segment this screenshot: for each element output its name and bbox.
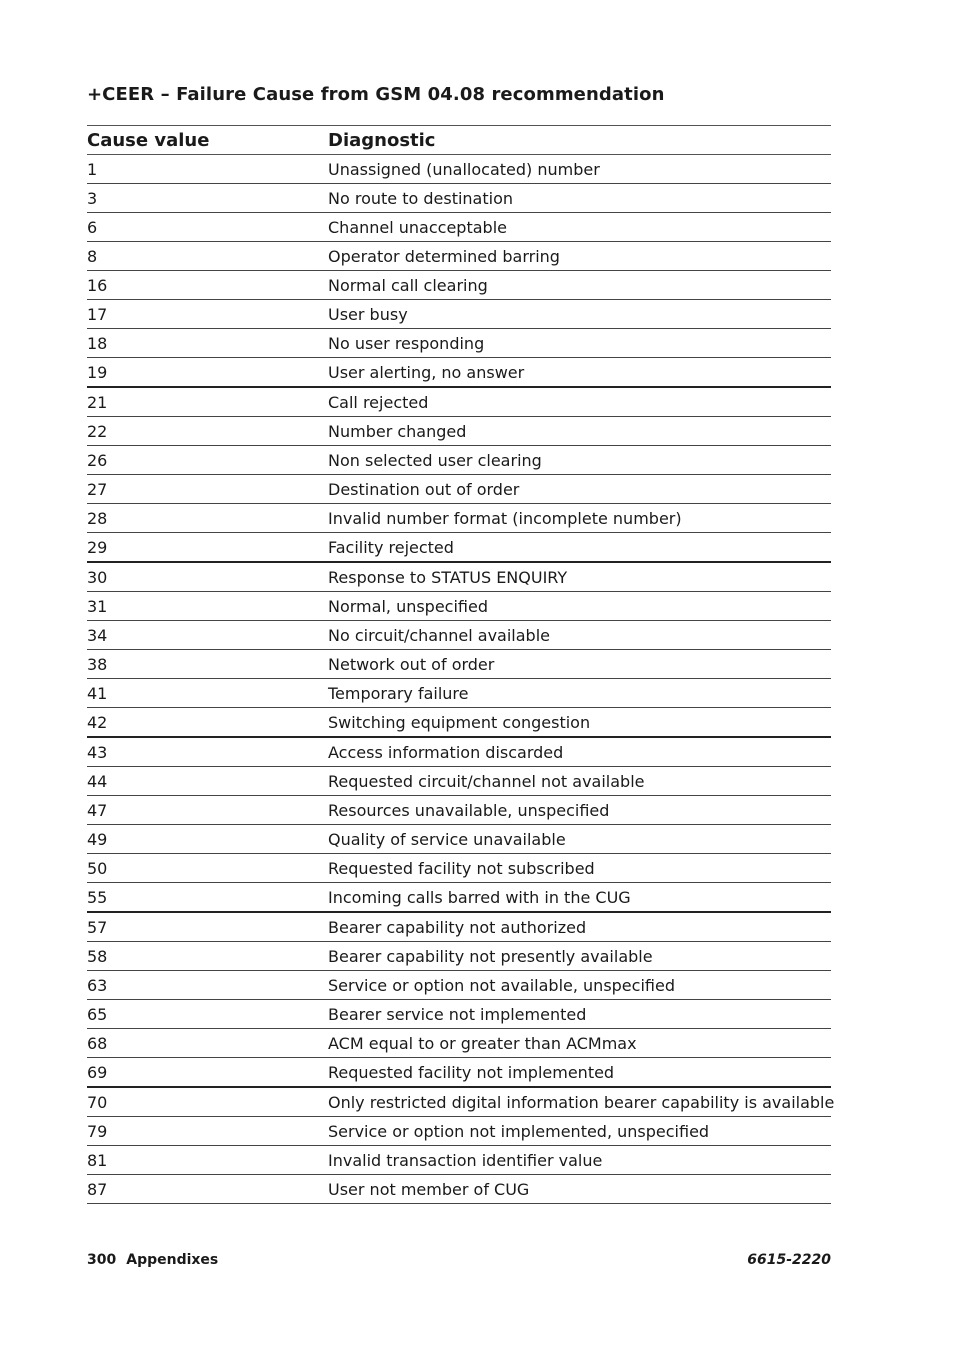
table-row [87, 358, 831, 388]
cause-table [87, 125, 835, 1204]
diagnostic-cell: Invalid number format (incomplete number) [328, 504, 831, 533]
table-row [87, 737, 831, 767]
table-body [87, 155, 835, 1204]
section-name: Appendixes [126, 1252, 219, 1268]
cause-value-cell: 41 [87, 679, 328, 708]
table-row [87, 155, 831, 184]
cause-value-cell: 30 [87, 562, 328, 592]
table-row [87, 621, 831, 650]
table-row [87, 271, 831, 300]
table-row [87, 971, 831, 1000]
diagnostic-cell: Service or option not implemented, unspecified [328, 1117, 831, 1146]
diagnostic-cell: Quality of service unavailable [328, 825, 831, 854]
diagnostic-cell: No user responding [328, 329, 831, 358]
table-row [87, 1000, 831, 1029]
cause-value-cell: 69 [87, 1058, 328, 1088]
table-row [87, 825, 831, 854]
cause-value-cell: 57 [87, 912, 328, 942]
diagnostic-cell: Requested circuit/channel not available [328, 767, 831, 796]
cause-value-cell: 43 [87, 737, 328, 767]
cause-value-cell: 8 [87, 242, 328, 271]
cause-value-cell: 31 [87, 592, 328, 621]
column-header-cause-value: Cause value [87, 126, 328, 155]
cause-value-cell: 29 [87, 533, 328, 563]
cause-value-cell: 21 [87, 387, 328, 417]
table-row [87, 533, 831, 563]
cause-value-cell: 49 [87, 825, 328, 854]
cause-value-cell: 34 [87, 621, 328, 650]
diagnostic-cell: Call rejected [328, 387, 831, 417]
diagnostic-cell: Network out of order [328, 650, 831, 679]
diagnostic-cell: User not member of CUG [328, 1175, 831, 1204]
diagnostic-cell: Invalid transaction identifier value [328, 1146, 831, 1175]
cause-value-cell: 18 [87, 329, 328, 358]
diagnostic-cell: Bearer capability not presently available [328, 942, 831, 971]
diagnostic-cell: Channel unacceptable [328, 213, 831, 242]
cause-value-cell: 63 [87, 971, 328, 1000]
cause-value-cell: 28 [87, 504, 328, 533]
diagnostic-cell: Operator determined barring [328, 242, 831, 271]
table-row [87, 592, 831, 621]
diagnostic-cell: Number changed [328, 417, 831, 446]
table-row [87, 1029, 831, 1058]
table-row [87, 1146, 831, 1175]
diagnostic-cell: No circuit/channel available [328, 621, 831, 650]
table-row [87, 184, 831, 213]
cause-value-cell: 50 [87, 854, 328, 883]
table-row [87, 242, 831, 271]
cause-value-cell: 70 [87, 1087, 328, 1117]
footer-left [87, 1252, 218, 1268]
table-row [87, 708, 831, 738]
cause-value-cell: 6 [87, 213, 328, 242]
table-row [87, 213, 831, 242]
table-row [87, 417, 831, 446]
diagnostic-cell: Service or option not available, unspecified [328, 971, 831, 1000]
cause-value-cell: 22 [87, 417, 328, 446]
diagnostic-cell: Normal call clearing [328, 271, 831, 300]
column-header-diagnostic: Diagnostic [328, 126, 831, 155]
diagnostic-cell: Unassigned (unallocated) number [328, 155, 831, 184]
diagnostic-cell: Facility rejected [328, 533, 831, 563]
cause-value-cell: 19 [87, 358, 328, 388]
table-row [87, 446, 831, 475]
cause-value-cell: 17 [87, 300, 328, 329]
table-row [87, 767, 831, 796]
cause-value-cell: 79 [87, 1117, 328, 1146]
cause-value-cell: 58 [87, 942, 328, 971]
table-row [87, 1087, 831, 1117]
diagnostic-cell: Switching equipment congestion [328, 708, 831, 738]
page-number: 300 [87, 1252, 117, 1268]
table-row [87, 912, 831, 942]
cause-value-cell: 42 [87, 708, 328, 738]
cause-value-cell: 47 [87, 796, 328, 825]
cause-value-cell: 16 [87, 271, 328, 300]
diagnostic-cell: Bearer service not implemented [328, 1000, 831, 1029]
table-row [87, 387, 831, 417]
cause-value-cell: 27 [87, 475, 328, 504]
table-row [87, 1175, 831, 1204]
diagnostic-cell: Destination out of order [328, 475, 831, 504]
table-row [87, 504, 831, 533]
diagnostic-cell: Requested facility not implemented [328, 1058, 831, 1088]
cause-value-cell: 55 [87, 883, 328, 913]
cause-value-cell: 1 [87, 155, 328, 184]
diagnostic-cell: Resources unavailable, unspecified [328, 796, 831, 825]
diagnostic-cell: User alerting, no answer [328, 358, 831, 388]
table-row [87, 475, 831, 504]
cause-value-cell: 65 [87, 1000, 328, 1029]
diagnostic-cell: Requested facility not subscribed [328, 854, 831, 883]
diagnostic-cell: Only restricted digital information bearer capability is available [328, 1087, 831, 1117]
page-title: +CEER – Failure Cause from GSM 04.08 recommendation [87, 84, 665, 105]
table-row [87, 329, 831, 358]
diagnostic-cell: ACM equal to or greater than ACMmax [328, 1029, 831, 1058]
table-row [87, 1117, 831, 1146]
document-number: 6615-2220 [747, 1252, 831, 1268]
table-row [87, 679, 831, 708]
table-row [87, 1058, 831, 1088]
table-row [87, 854, 831, 883]
table-row [87, 300, 831, 329]
diagnostic-cell: Incoming calls barred with in the CUG [328, 883, 831, 913]
table-header-row [87, 126, 831, 155]
table-row [87, 883, 831, 913]
cause-value-cell: 87 [87, 1175, 328, 1204]
diagnostic-cell: User busy [328, 300, 831, 329]
diagnostic-cell: Response to STATUS ENQUIRY [328, 562, 831, 592]
table-row [87, 796, 831, 825]
cause-value-cell: 26 [87, 446, 328, 475]
cause-value-cell: 44 [87, 767, 328, 796]
diagnostic-cell: Normal, unspecified [328, 592, 831, 621]
cause-value-cell: 3 [87, 184, 328, 213]
table-row [87, 942, 831, 971]
diagnostic-cell: Temporary failure [328, 679, 831, 708]
table-row [87, 562, 831, 592]
cause-value-cell: 38 [87, 650, 328, 679]
cause-value-cell: 81 [87, 1146, 328, 1175]
diagnostic-cell: Access information discarded [328, 737, 831, 767]
diagnostic-cell: Non selected user clearing [328, 446, 831, 475]
diagnostic-cell: No route to destination [328, 184, 831, 213]
table-row [87, 650, 831, 679]
cause-value-cell: 68 [87, 1029, 328, 1058]
diagnostic-cell: Bearer capability not authorized [328, 912, 831, 942]
